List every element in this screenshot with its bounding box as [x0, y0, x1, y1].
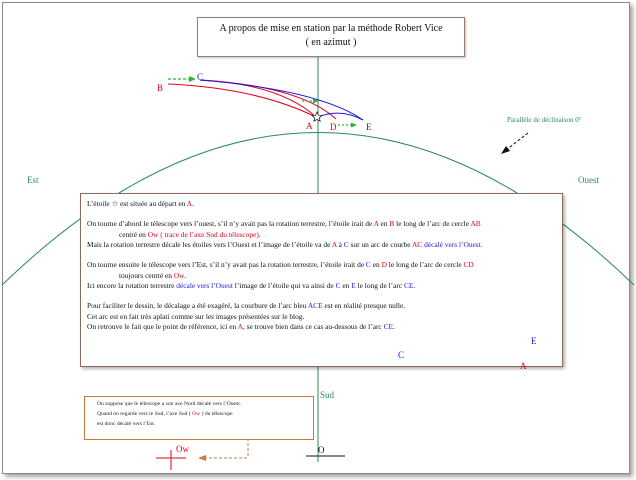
note-leader-arrowhead — [198, 455, 206, 461]
small-point-e-label: E — [531, 336, 537, 346]
paragraph-3-line-3 — [87, 281, 415, 292]
title-line-1: A propos de mise en station par la méthode Robert Vice — [219, 23, 443, 34]
assumption-note-box — [84, 396, 314, 440]
text-span: Ow — [173, 270, 185, 280]
point-a-label: A — [306, 121, 313, 131]
text-span: A — [237, 322, 243, 331]
text-span: Quand on regarde vers le Sud, l’axe Sud ( — [97, 411, 191, 417]
text-span: en — [342, 281, 350, 290]
text-span: à — [338, 240, 342, 249]
text-span: AB — [470, 219, 481, 228]
text-span: E — [351, 281, 356, 290]
arc-ce — [200, 80, 363, 120]
south-label: Sud — [320, 390, 335, 400]
paragraph-2-line-2 — [119, 230, 261, 241]
text-span: , se trouve bien dans ce cas au-dessous de l’arc — [242, 322, 382, 331]
explanation-box — [80, 193, 563, 367]
text-span: C — [343, 240, 349, 249]
text-span: . — [184, 270, 186, 280]
text-span: ) du télescope — [201, 411, 233, 417]
note-line-2 — [97, 410, 233, 418]
paragraph-1 — [87, 199, 194, 210]
text-span: A — [331, 240, 337, 249]
point-d-label: D — [330, 122, 337, 132]
west-label: Ouest — [578, 175, 599, 185]
text-span: CD — [463, 260, 474, 269]
text-span: est en réalité presque nulle. — [324, 301, 406, 310]
text-span: . — [192, 199, 194, 208]
point-e-label: E — [366, 122, 372, 132]
paragraph-2-line-3 — [87, 240, 483, 251]
text-span: On tourne d’abord le télescope vers l’ouest, s’il n’y avait pas la rotation terrestre, l’étoile irait de — [87, 219, 373, 228]
text-span: le long de l’arc de cercle — [388, 260, 462, 269]
arc-ab — [168, 84, 318, 118]
text-span: décale vers l’Ouest — [176, 281, 233, 290]
text-span: AC — [411, 240, 423, 249]
text-span: le long de l’arc — [357, 281, 403, 290]
text-span: l’image de l’étoile qui va ainsi de — [234, 281, 334, 290]
text-span: L’étoile — [87, 199, 110, 208]
arc-ac — [200, 80, 316, 117]
text-span: C — [335, 281, 341, 290]
text-span: est située au départ en — [120, 199, 186, 208]
text-span: CE — [383, 322, 394, 331]
text-span: ACE — [307, 301, 323, 310]
note-line-1: On suppose que le télescope a son axe Nord décalé vers l’Ouest. — [97, 401, 242, 407]
title-box — [197, 17, 465, 57]
text-span: B — [389, 219, 395, 228]
text-span: A — [186, 199, 193, 208]
note-line-3: est donc décalé vers l’Est. — [97, 421, 156, 427]
text-span: Ow — [147, 229, 159, 239]
parallel-label: Parallèle de déclinaison 0° — [507, 116, 582, 124]
text-span: . — [413, 281, 416, 290]
text-span: en — [380, 219, 388, 228]
small-point-a-label: A — [520, 361, 527, 371]
text-span: centré en — [119, 229, 146, 239]
paragraph-2-line-1 — [87, 219, 481, 230]
text-span: Mais la rotation terrestre décale les étoiles vers l’Ouest et l’image de l’étoile va de — [87, 240, 331, 249]
star-icon: ☆ — [111, 199, 119, 208]
text-span: Pour faciliter le dessin, le décalage a été exagéré, la courbure de l’arc bleu — [87, 301, 307, 310]
green-arrow-c-head — [189, 76, 196, 82]
text-span: C — [365, 260, 371, 269]
parallel-pointer-line — [506, 133, 528, 150]
text-span: . — [393, 322, 395, 331]
text-span: D — [381, 260, 387, 269]
green-arrow-e-head — [351, 123, 357, 128]
paragraph-4-line-3 — [87, 322, 395, 333]
text-span: toujours centré en — [119, 270, 172, 280]
o-label: O — [318, 445, 325, 455]
text-span: Ici encore la rotation terrestre — [87, 281, 175, 290]
ow-label: Ow — [176, 444, 189, 454]
text-span: On retrouve le fait que le point de référence, ici en — [87, 322, 237, 331]
small-point-c-label: C — [398, 350, 405, 360]
text-span: sur un arc de courbe — [350, 240, 411, 249]
paragraph-3-line-1 — [87, 260, 474, 271]
text-span: CE — [403, 281, 414, 290]
east-label: Est — [27, 175, 39, 185]
paragraph-4-line-1 — [87, 301, 405, 312]
text-span: ( trace de l’axe Sud du télescope). — [160, 229, 261, 239]
star-icon — [312, 112, 322, 121]
text-span: en — [372, 260, 380, 269]
text-span: décalé vers l’Ouest. — [424, 240, 483, 249]
point-b-label: B — [157, 83, 164, 93]
text-span: On tourne ensuite le télescope vers l’Est, s’il n’y avait pas la rotation terrestre, l’étoile irait de — [87, 260, 365, 269]
paragraph-3-line-2 — [119, 271, 186, 282]
title-line-2: ( en azimut ) — [305, 37, 357, 48]
parallel-pointer-head — [501, 146, 510, 154]
text-span: le long de l’arc de cercle — [396, 219, 469, 228]
text-span: A — [373, 219, 379, 228]
paragraph-4-line-2: Cet arc est en fait très aplati comme sur les images présentées sur le blog. — [87, 311, 305, 321]
text-span: Ow — [192, 411, 201, 417]
arc-ace — [318, 113, 363, 120]
point-c-label: C — [197, 72, 204, 82]
